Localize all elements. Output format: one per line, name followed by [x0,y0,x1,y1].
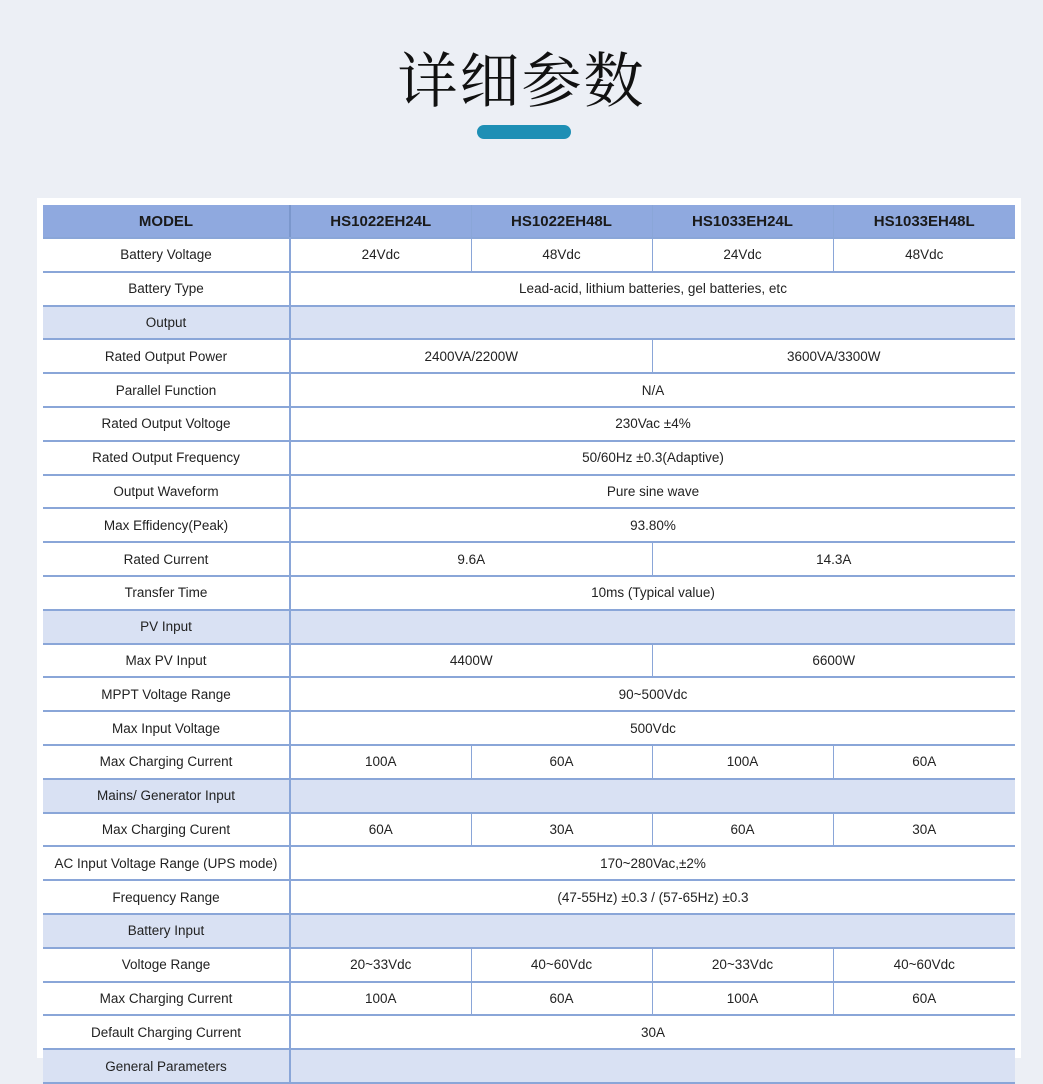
row-label: Battery Type [43,272,290,306]
value-cell: 60A [833,745,1015,779]
table-row [43,576,1015,610]
row-label: Transfer Time [43,576,290,610]
value-cell-all-models: 90~500Vdc [290,677,1015,711]
section-empty-cell [290,306,1015,340]
title-underline-accent [477,125,571,139]
value-cell: 30A [471,813,652,847]
header-model-label: MODEL [43,205,290,238]
row-label: Output Waveform [43,475,290,509]
value-cell: 60A [471,745,652,779]
header-model-3: HS1033EH24L [652,205,833,238]
row-label: General Parameters [43,1049,290,1083]
row-label: Battery Voltage [43,238,290,272]
value-cell-all-models: 50/60Hz ±0.3(Adaptive) [290,441,1015,475]
table-row [43,475,1015,509]
section-row [43,1049,1015,1083]
table-row [43,677,1015,711]
table-row [43,272,1015,306]
value-cell: 24Vdc [652,238,833,272]
spec-table [43,205,1015,1084]
section-row [43,306,1015,340]
table-row [43,542,1015,576]
row-label: Max Charging Current [43,745,290,779]
row-label: Max Charging Curent [43,813,290,847]
value-cell-all-models: 230Vac ±4% [290,407,1015,441]
table-row [43,339,1015,373]
table-row [43,846,1015,880]
value-cell: 100A [290,745,471,779]
page-title: 详细参数 [397,47,646,117]
section-row [43,779,1015,813]
value-cell-1033: 3600VA/3300W [652,339,1015,373]
spec-card [37,198,1021,1074]
value-cell: 48Vdc [471,238,652,272]
value-cell-all-models: (47-55Hz) ±0.3 / (57-65Hz) ±0.3 [290,880,1015,914]
value-cell: 100A [652,982,833,1016]
table-row [43,711,1015,745]
row-label: Default Charging Current [43,1015,290,1049]
value-cell: 60A [652,813,833,847]
section-row [43,914,1015,948]
value-cell-all-models: 170~280Vac,±2% [290,846,1015,880]
value-cell-all-models: Lead-acid, lithium batteries, gel batteries, etc [290,272,1015,306]
value-cell-all-models: 93.80% [290,508,1015,542]
row-label: Max Effidency(Peak) [43,508,290,542]
section-empty-cell [290,914,1015,948]
value-cell-1033: 6600W [652,644,1015,678]
row-label: AC Input Voltage Range (UPS mode) [43,846,290,880]
value-cell: 24Vdc [290,238,471,272]
value-cell: 48Vdc [833,238,1015,272]
section-empty-cell [290,610,1015,644]
table-row [43,238,1015,272]
value-cell-all-models: N/A [290,373,1015,407]
value-cell: 100A [290,982,471,1016]
row-label: Max PV Input [43,644,290,678]
row-label: Rated Output Frequency [43,441,290,475]
header-model-4: HS1033EH48L [833,205,1015,238]
table-row [43,644,1015,678]
value-cell: 20~33Vdc [652,948,833,982]
row-label: Output [43,306,290,340]
value-cell: 40~60Vdc [833,948,1015,982]
value-cell-all-models: 500Vdc [290,711,1015,745]
value-cell: 60A [833,982,1015,1016]
table-row [43,508,1015,542]
value-cell: 30A [833,813,1015,847]
value-cell-1022: 9.6A [290,542,652,576]
row-label: Parallel Function [43,373,290,407]
value-cell: 60A [471,982,652,1016]
value-cell-1022: 4400W [290,644,652,678]
row-label: Max Input Voltage [43,711,290,745]
value-cell: 20~33Vdc [290,948,471,982]
row-label: Rated Current [43,542,290,576]
table-row [43,813,1015,847]
row-label: Voltoge Range [43,948,290,982]
section-row [43,610,1015,644]
row-label: Frequency Range [43,880,290,914]
row-label: MPPT Voltage Range [43,677,290,711]
row-label: PV Input [43,610,290,644]
table-row [43,948,1015,982]
row-label: Max Charging Current [43,982,290,1016]
value-cell-all-models: 30A [290,1015,1015,1049]
table-row [43,745,1015,779]
value-cell: 40~60Vdc [471,948,652,982]
row-label: Rated Output Voltoge [43,407,290,441]
table-header-row [43,205,1015,238]
value-cell-1022: 2400VA/2200W [290,339,652,373]
row-label: Rated Output Power [43,339,290,373]
table-row [43,982,1015,1016]
section-empty-cell [290,1049,1015,1083]
value-cell-1033: 14.3A [652,542,1015,576]
table-row [43,407,1015,441]
table-body [43,238,1015,1083]
value-cell-all-models: 10ms (Typical value) [290,576,1015,610]
header-model-2: HS1022EH48L [471,205,652,238]
table-row [43,880,1015,914]
table-row [43,1015,1015,1049]
value-cell: 100A [652,745,833,779]
row-label: Battery Input [43,914,290,948]
value-cell: 60A [290,813,471,847]
section-empty-cell [290,779,1015,813]
table-row [43,373,1015,407]
value-cell-all-models: Pure sine wave [290,475,1015,509]
row-label: Mains/ Generator Input [43,779,290,813]
header-model-1: HS1022EH24L [290,205,471,238]
table-row [43,441,1015,475]
